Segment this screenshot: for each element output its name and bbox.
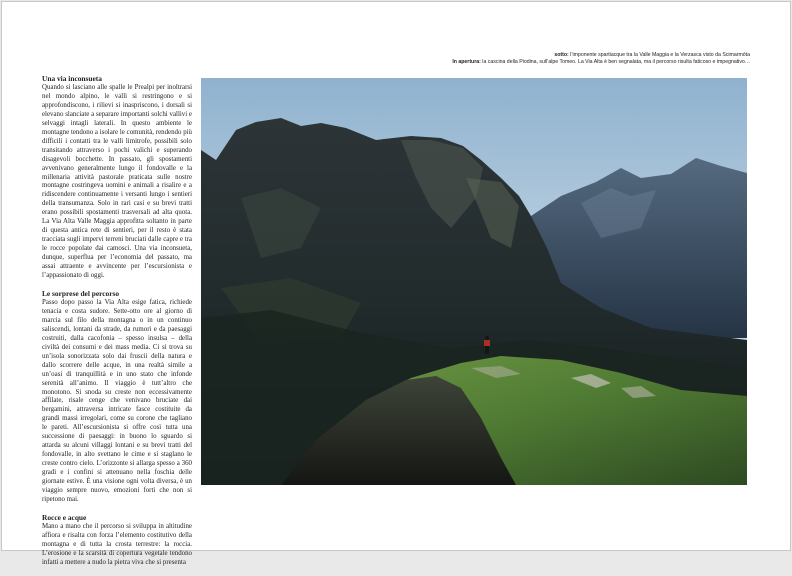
section-body-1: Quando si lasciano alle spalle le Prealpi per inoltrarsi nel mondo alpino, le valli si restringono e si approfondiscono, i rilievi si inaspriscono, i dorsali si elevano slanciate a separare importanti solchi vallivi e selvaggi intagli laterali. In questo ambiente le montagne tendono a isolare le comunità, rendendo più difficili i contatti tra le valli limitrofe, possibili solo transitando attraverso i pochi valichi e superando disagevoli bocchette. In passato, gli spostamenti avvenivano generalmente lungo il fondovalle e la millenaria attività pastorale praticata sulle nostre montagne costringeva uomini e animali a risalire e a ridiscendere continuamente i versanti lungo i sentieri della transumanza. Solo in rari casi e su brevi tratti erano possibili spostamenti trasversali ad alta quota. La Via Alta Valle Maggia approfitta soltanto in parte di questa antica rete di sentieri, per il resto è stata tracciata sugli impervi terreni bruciati dalle capre e tra le rocce popolate dai camosci. Una via inconsueta, dunque, superflua per l’economia del passato, ma assai attraente e avvincente per l’escursionista e l’appassionato di oggi. [42,84,192,280]
caption-label-opening: In apertura: [452,59,481,65]
magazine-page [1,1,791,566]
section-heading-2: Le sorprese del percorso [42,288,120,298]
mountain-photo-illustration [201,78,747,485]
caption-text-opening: la cascina della Piodina, sull’alpe Tomeo. La Via Alta è ben segnalata, ma il percorso risulta faticoso e impegnativo… [480,59,750,65]
section-body-2: Passo dopo passo la Via Alta esige fatica, richiede tenacia e costa sudore. Sette-otto ore al giorno di marcia sul filo della montagna o in un continuo saliscendi, lontani da strade, da rumori e da paesaggi costruiti, dalla cacofonia – spesso insulsa – della civiltà dei consumi e dei mass media. Ci si trova su un’isola sonorizzata solo dai fruscii della natura e dallo scorrere delle acque, in una realtà simile a un’oasi di tranquillità e in uno stato che infonde serenità all’animo. Il viaggio è tutt’altro che monotono. Si snoda su creste non eccessivamente affilate, risale cenge che venivano bruciate dai bergamini, attraversa intricate fasce costituite da grandi massi irregolari, come su corone che tagliano le pareti. All’escursionista si offre così tutta una successione di paesaggi: in buono lo sguardo si attarda su alcuni villaggi lontani e su brevi tratti del fondovalle, in alto svettano le cime e si staglano le creste contro cielo. L’orizzonte si allarga spesso a 360 gradi e i confini si attenuano nella foschia delle giornate estive. È una visione ogni volta diversa, è un viaggio sempre nuovo, emozioni forti che non si ripetono mai. [42,298,192,503]
section-heading-3: Rocce e acque [42,512,87,522]
section-body-3: Mano a mano che il percorso si sviluppa in altitudine affiora e risalta con forza l’elemento costitutivo della montagna e di tutta la crosta terrestre: la roccia. L’erosione e la scarsità di copertura vegetale tendono infatti a mettere a nudo la pietra viva che si presenta [42,522,192,566]
article-text-column [42,74,192,576]
caption-line-1 [370,52,750,59]
caption-label-below: sotto: [554,52,569,58]
caption-line-2 [370,59,750,66]
mountain-photograph [201,78,747,485]
section-heading-1: Una via inconsueta [42,74,102,83]
caption-text-below: l’imponente spartiacque tra la Valle Maggia e la Verzasca visto da Scimarmóta [568,52,750,58]
photo-caption [370,52,750,66]
